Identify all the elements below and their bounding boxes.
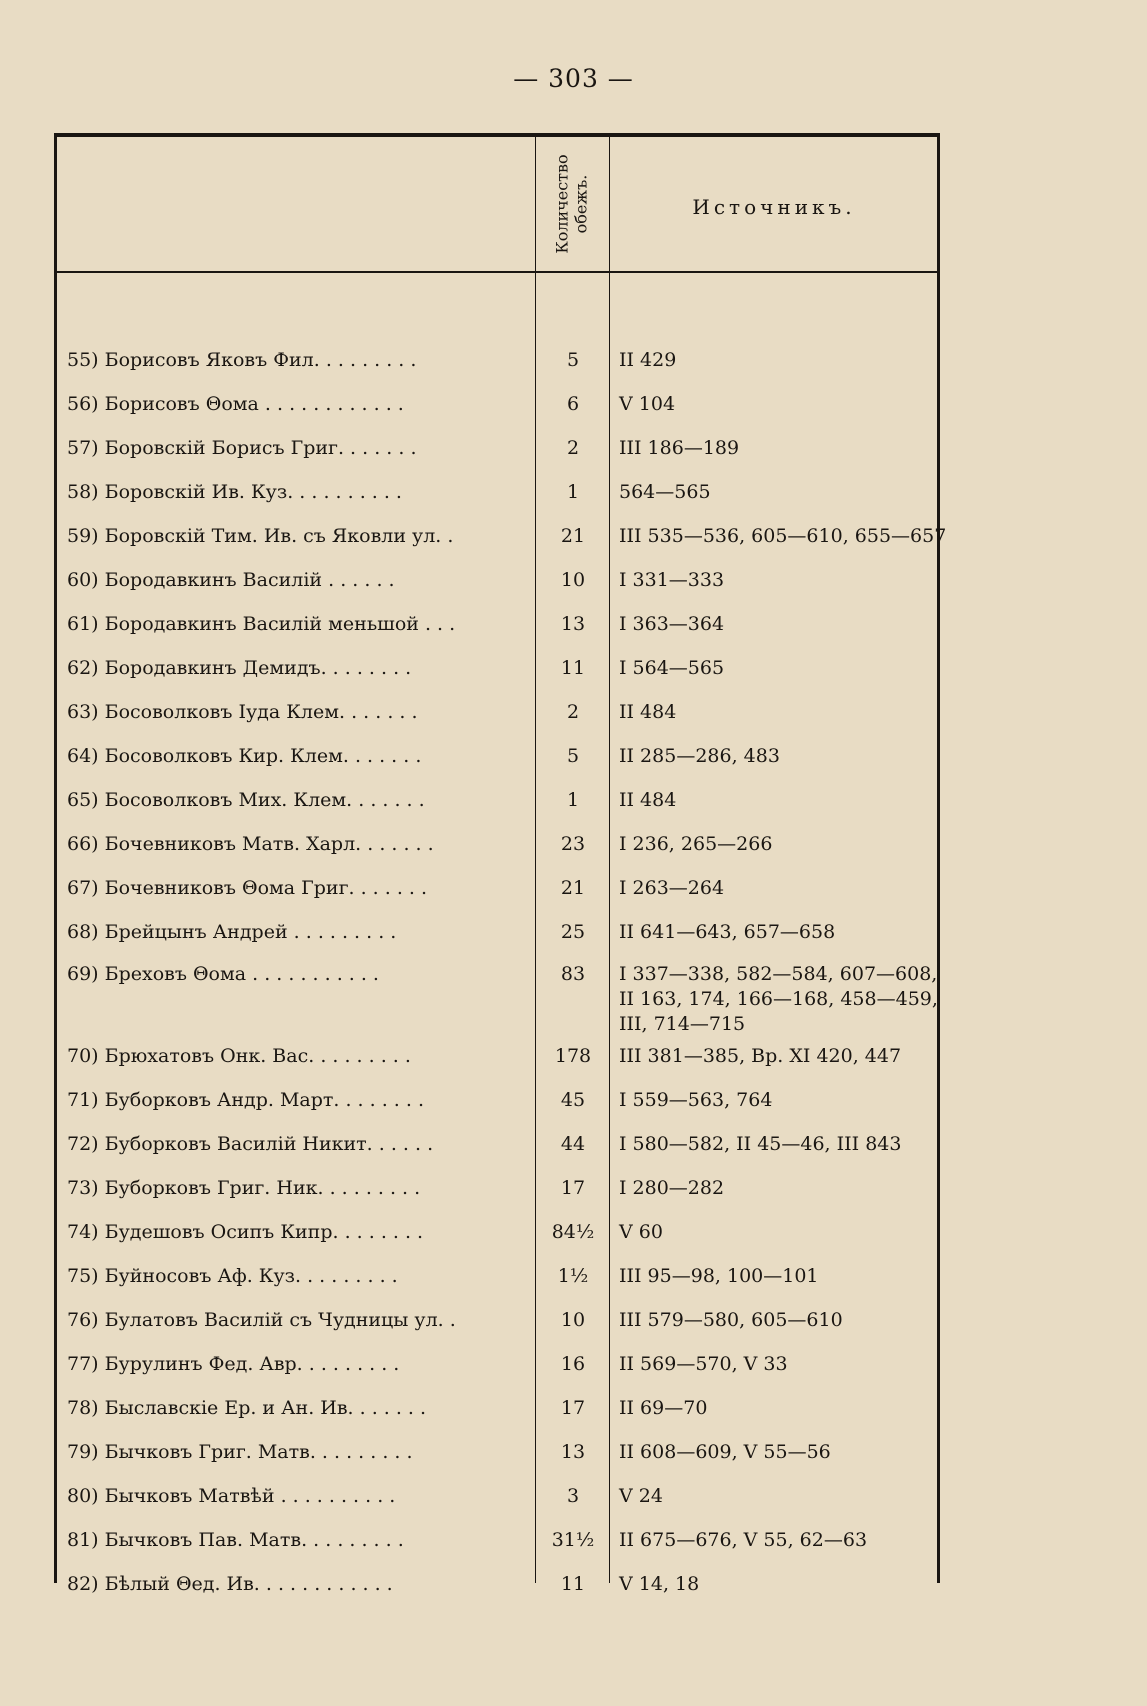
page-number: — 303 — <box>513 64 634 93</box>
row-quantity: 11 <box>560 1573 586 1595</box>
row-quantity: 17 <box>560 1397 586 1419</box>
table-row <box>57 1569 937 1599</box>
row-source: II 641—643, 657—658 <box>619 921 836 943</box>
row-name: 75) Буйносовъ Аф. Куз. . . . . . . . . <box>67 1265 398 1287</box>
row-quantity: 178 <box>554 1045 592 1067</box>
row-name: 81) Бычковъ Пав. Матв. . . . . . . . . <box>67 1529 404 1551</box>
row-name: 76) Булатовъ Василій съ Чудницы ул. . <box>67 1309 456 1331</box>
row-name: 55) Борисовъ Яковъ Фил. . . . . . . . . <box>67 349 417 371</box>
row-quantity: 1 <box>566 789 580 811</box>
row-name: 57) Боровскій Борисъ Григ. . . . . . . <box>67 437 417 459</box>
table-row <box>57 873 937 903</box>
row-quantity: 5 <box>566 745 580 767</box>
row-name: 56) Борисовъ Θома . . . . . . . . . . . . <box>67 393 404 415</box>
table-row <box>57 741 937 771</box>
row-source: I 559—563, 764 <box>619 1089 773 1111</box>
row-source: III 579—580, 605—610 <box>619 1309 843 1331</box>
row-quantity: 6 <box>566 393 580 415</box>
row-source: V 24 <box>619 1485 663 1507</box>
row-quantity: 31½ <box>551 1529 595 1551</box>
row-quantity: 16 <box>560 1353 586 1375</box>
row-quantity: 5 <box>566 349 580 371</box>
table-row <box>57 1173 937 1203</box>
row-quantity: 1 <box>566 481 580 503</box>
row-name: 78) Быславскіе Ер. и Ан. Ив. . . . . . . <box>67 1397 427 1419</box>
header-quantity-line1: Количество <box>553 154 572 254</box>
table-row <box>57 389 937 419</box>
row-source: II 69—70 <box>619 1397 708 1419</box>
row-source: II 675—676, V 55, 62—63 <box>619 1529 868 1551</box>
row-source: V 14, 18 <box>619 1573 700 1595</box>
row-quantity: 10 <box>560 1309 586 1331</box>
table-row <box>57 829 937 859</box>
row-source: II 429 <box>619 349 677 371</box>
register-table <box>54 133 947 1595</box>
row-name: 63) Босоволковъ Іуда Клем. . . . . . . <box>67 701 418 723</box>
table-row <box>57 653 937 683</box>
row-name: 77) Бурулинъ Фед. Авр. . . . . . . . . <box>67 1353 400 1375</box>
table-row <box>57 785 937 815</box>
row-quantity: 84½ <box>551 1221 595 1243</box>
row-source: II 484 <box>619 789 677 811</box>
row-source: I 263—264 <box>619 877 725 899</box>
row-name: 70) Брюхатовъ Онк. Вас. . . . . . . . . <box>67 1045 411 1067</box>
table-row <box>57 697 937 727</box>
row-name: 82) Бѣлый Θед. Ив. . . . . . . . . . . . <box>67 1573 393 1595</box>
row-quantity: 17 <box>560 1177 586 1199</box>
row-quantity: 11 <box>560 657 586 679</box>
row-name: 69) Бреховъ Θома . . . . . . . . . . . <box>67 963 379 985</box>
row-source: I 280—282 <box>619 1177 725 1199</box>
table-row <box>57 1349 937 1379</box>
row-source: II 484 <box>619 701 677 723</box>
row-source: I 564—565 <box>619 657 725 679</box>
row-source: V 60 <box>619 1221 663 1243</box>
row-quantity: 44 <box>560 1133 586 1155</box>
table-row <box>57 609 937 639</box>
row-quantity: 21 <box>560 525 586 547</box>
row-source: I 580—582, II 45—46, III 843 <box>619 1133 902 1155</box>
row-name: 67) Бочевниковъ Θома Григ. . . . . . . <box>67 877 428 899</box>
table-row <box>57 1481 937 1511</box>
header-quantity <box>540 141 604 267</box>
row-name: 72) Буборковъ Василій Никит. . . . . . <box>67 1133 434 1155</box>
row-quantity: 2 <box>566 437 580 459</box>
table-row <box>57 1261 937 1291</box>
row-source: I 337—338, 582—584, 607—608, II 163, 174, 166—168, 458—459, III, 714—715 <box>619 963 938 1035</box>
table-row <box>57 1085 937 1115</box>
row-quantity: 2 <box>566 701 580 723</box>
row-source: II 608—609, V 55—56 <box>619 1441 831 1463</box>
table-row <box>57 1305 937 1335</box>
row-name: 80) Бычковъ Матвѣй . . . . . . . . . . <box>67 1485 396 1507</box>
row-name: 62) Бородавкинъ Демидъ. . . . . . . . <box>67 657 412 679</box>
row-quantity: 45 <box>560 1089 586 1111</box>
row-quantity: 23 <box>560 833 586 855</box>
table-row <box>57 477 937 507</box>
row-name: 58) Боровскій Ив. Куз. . . . . . . . . . <box>67 481 402 503</box>
header-quantity-line2: обежъ. <box>572 174 591 234</box>
row-name: 73) Буборковъ Григ. Ник. . . . . . . . . <box>67 1177 421 1199</box>
row-quantity: 13 <box>560 613 586 635</box>
row-name: 65) Босоволковъ Мих. Клем. . . . . . . <box>67 789 425 811</box>
header-rule <box>57 271 937 273</box>
row-name: 64) Босоволковъ Кир. Клем. . . . . . . <box>67 745 422 767</box>
row-name: 68) Брейцынъ Андрей . . . . . . . . . <box>67 921 397 943</box>
table-row <box>57 959 938 1035</box>
row-source: II 569—570, V 33 <box>619 1353 788 1375</box>
table-row <box>57 1525 937 1555</box>
row-quantity: 83 <box>560 963 586 985</box>
row-name: 79) Бычковъ Григ. Матв. . . . . . . . . <box>67 1441 413 1463</box>
row-source: III 535—536, 605—610, 655—657 <box>619 525 947 547</box>
row-name: 60) Бородавкинъ Василій . . . . . . <box>67 569 395 591</box>
row-source: II 285—286, 483 <box>619 745 780 767</box>
row-quantity: 21 <box>560 877 586 899</box>
row-quantity: 10 <box>560 569 586 591</box>
row-quantity: 25 <box>560 921 586 943</box>
row-quantity: 3 <box>566 1485 580 1507</box>
row-source: 564—565 <box>619 481 711 503</box>
row-name: 59) Боровскій Тим. Ив. съ Яковли ул. . <box>67 525 454 547</box>
row-quantity: 13 <box>560 1441 586 1463</box>
table-row <box>57 1129 937 1159</box>
table-row <box>57 433 937 463</box>
table-row <box>57 1041 937 1071</box>
table-row <box>57 565 937 595</box>
row-quantity: 1½ <box>557 1265 589 1287</box>
row-source: III 186—189 <box>619 437 740 459</box>
row-name: 71) Буборковъ Андр. Март. . . . . . . . <box>67 1089 424 1111</box>
row-source: V 104 <box>619 393 676 415</box>
table-row <box>57 1393 937 1423</box>
row-name: 74) Будешовъ Осипъ Кипр. . . . . . . . <box>67 1221 424 1243</box>
row-source: I 363—364 <box>619 613 725 635</box>
row-source: III 381—385, Вр. XI 420, 447 <box>619 1045 902 1067</box>
row-name: 66) Бочевниковъ Матв. Харл. . . . . . . <box>67 833 434 855</box>
table-row <box>57 1437 937 1467</box>
row-source: I 236, 265—266 <box>619 833 773 855</box>
table-row <box>57 345 937 375</box>
row-name: 61) Бородавкинъ Василій меньшой . . . <box>67 613 456 635</box>
row-source: III 95—98, 100—101 <box>619 1265 819 1287</box>
header-source: Источникъ. <box>692 195 856 219</box>
row-source: I 331—333 <box>619 569 725 591</box>
table-row <box>57 1217 937 1247</box>
table-row <box>57 521 947 551</box>
table-row <box>57 917 937 947</box>
